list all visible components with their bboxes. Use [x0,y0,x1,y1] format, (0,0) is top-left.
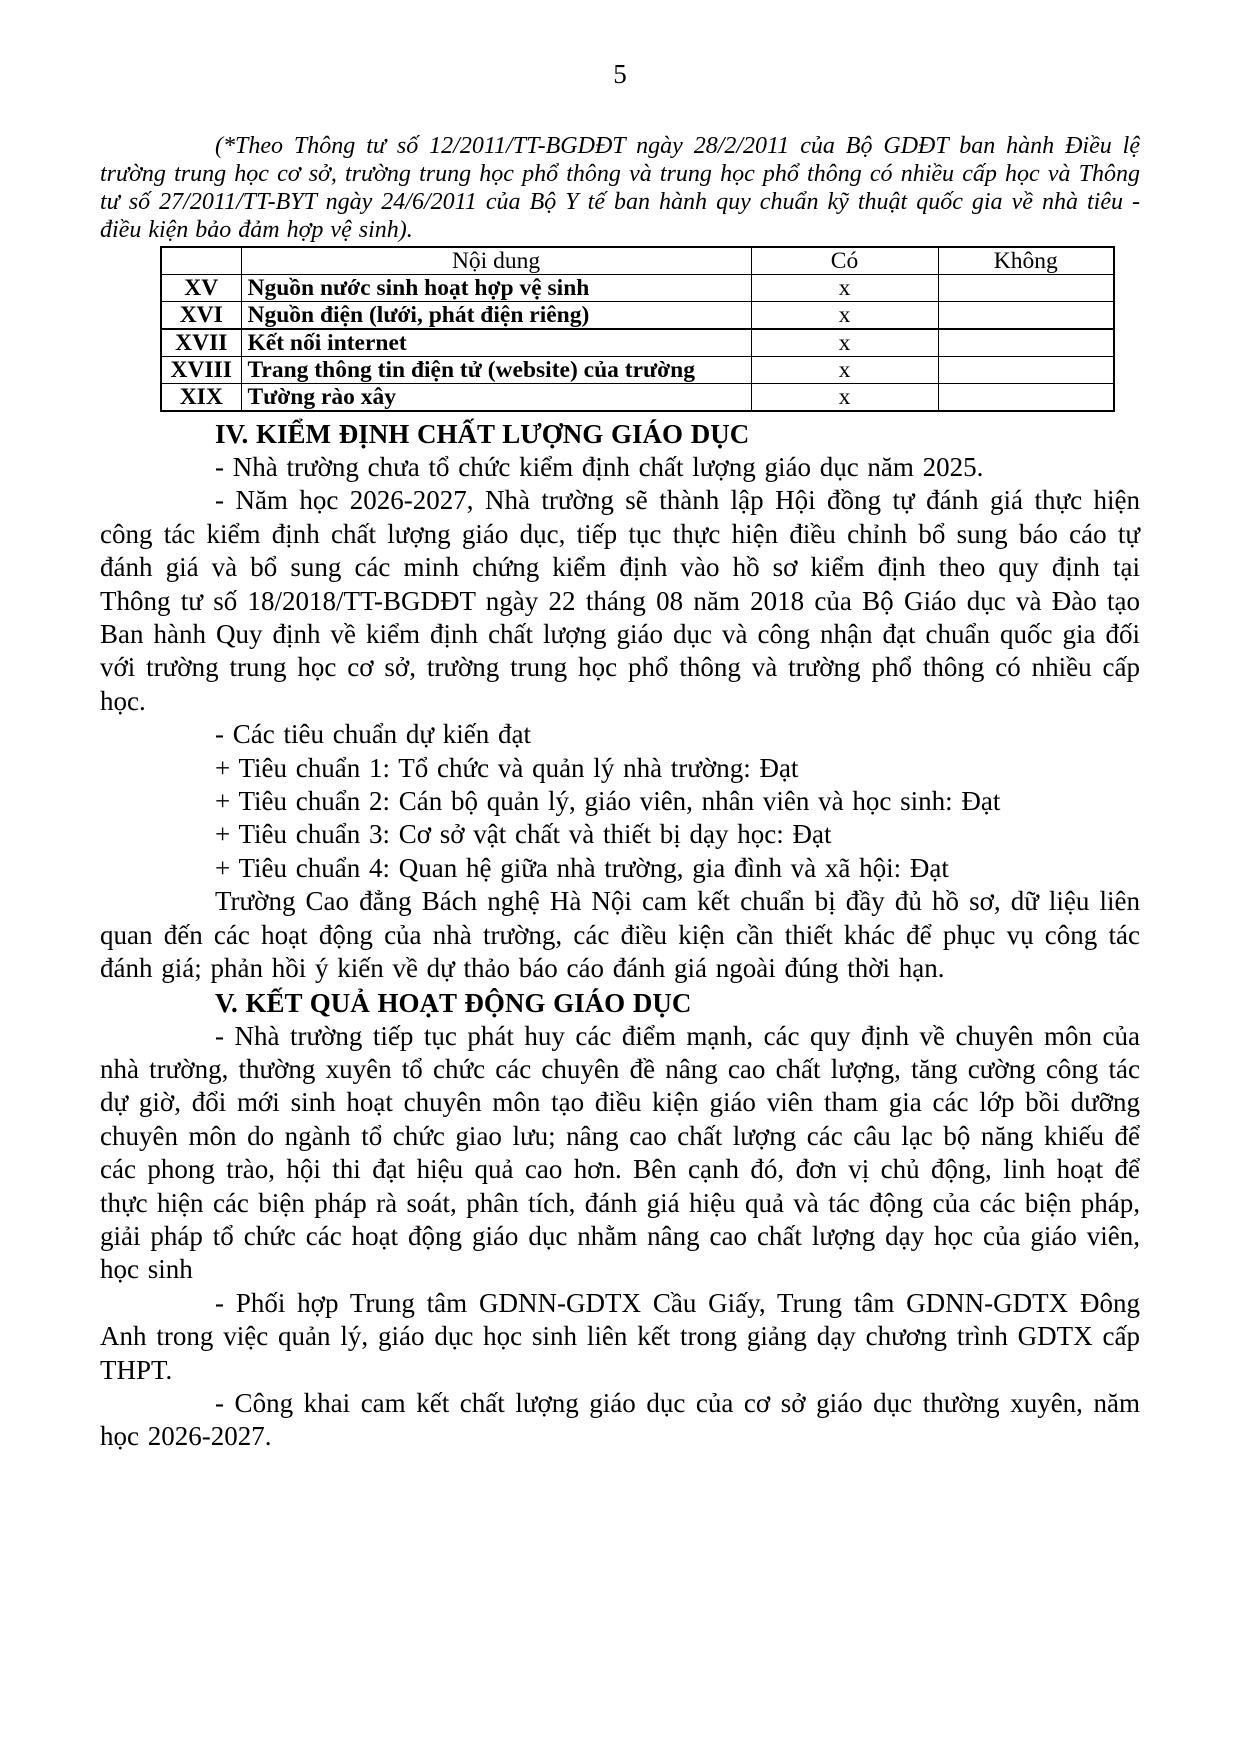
row-content: Trang thông tin điện tử (website) của trường [241,357,751,384]
col-header-content: Nội dung [241,247,751,275]
row-content: Kết nối internet [241,329,751,357]
paragraph: - Nhà trường tiếp tục phát huy các điểm mạnh, các quy định về chuyên môn của nhà trường, thường xuyên tổ chức các chuyên đề nâng cao chất lượng, tăng cường công tác dự giờ, đổi mới sinh hoạt chuyên môn tạo điều kiện giáo viên tham gia các lớp bồi dưỡng chuyên môn do ngành tổ chức giao lưu; nâng cao chất lượng các câu lạc bộ năng khiếu để các phong trào, hội thi đạt hiệu quả cao hơn. Bên cạnh đó, đơn vị chủ động, linh hoạt để thực hiện các biện pháp rà soát, phân tích, đánh giá hiệu quả và tác động của các biện pháp, giải pháp tổ chức các hoạt động giáo dục nhằm nâng cao chất lượng dạy học của giáo viên, học sinh [100,1020,1140,1285]
col-header-yes: Có [751,247,938,275]
row-yes-mark: x [751,384,938,412]
table-row [161,302,1114,330]
paragraph: + Tiêu chuẩn 1: Tổ chức và quản lý nhà trường: Đạt [215,752,799,783]
section-heading-accreditation: IV. KIỂM ĐỊNH CHẤT LƯỢNG GIÁO DỤC [215,419,750,449]
paragraph: - Năm học 2026-2027, Nhà trường sẽ thành lập Hội đồng tự đánh giá thực hiện công tác kiểm định chất lượng giáo dục, tiếp tục thực hiện điều chỉnh bổ sung báo cáo tự đánh giá và bổ sung các minh chứng kiểm định vào hồ sơ kiểm định theo quy định tại Thông tư số 18/2018/TT-BGDĐT ngày 22 tháng 08 năm 2018 của Bộ Giáo dục và Đào tạo Ban hành Quy định về kiểm định chất lượng giáo dục và công nhận đạt chuẩn quốc gia đối với trường trung học cơ sở, trường trung học phổ thông và trường phổ thông có nhiều cấp học. [100,485,1140,716]
row-no-mark [938,275,1114,302]
table-row [161,275,1114,302]
row-index: XVIII [161,357,241,384]
row-no-mark [938,302,1114,330]
table-row [161,384,1114,412]
page-number: 5 [613,59,627,89]
row-no-mark [938,384,1114,412]
paragraph: - Công khai cam kết chất lượng giáo dục của cơ sở giáo dục thường xuyên, năm học 2026-2027. [100,1387,1140,1452]
row-index: XIX [161,384,241,412]
paragraph: Trường Cao đẳng Bách nghệ Hà Nội cam kết chuẩn bị đầy đủ hồ sơ, dữ liệu liên quan đến các hoạt động của nhà trường, các điều kiện cần thiết khác để phục vụ công tác đánh giá; phản hồi ý kiến về dự thảo báo cáo đánh giá ngoài đúng thời hạn. [100,886,1140,984]
row-index: XV [161,275,241,302]
row-no-mark [938,357,1114,384]
col-header-no: Không [938,247,1114,275]
paragraph: + Tiêu chuẩn 3: Cơ sở vật chất và thiết bị dạy học: Đạt [215,819,832,850]
col-header-index [161,247,241,275]
row-yes-mark: x [751,357,938,384]
facilities-checklist-table [160,246,1115,412]
row-yes-mark: x [751,302,938,330]
legal-citation-note: (*Theo Thông tư số 12/2011/TT-BGDĐT ngày 28/2/2011 của Bộ GDĐT ban hành Điều lệ trường trung học cơ sở, trường trung học phổ thông và trung học phổ thông có nhiều cấp học và Thông tư số 27/2011/TT-BYT ngày 24/6/2011 của Bộ Y tế ban hành quy chuẩn kỹ thuật quốc gia về nhà tiêu - điều kiện bảo đảm hợp vệ sinh). [100,133,1140,243]
document-body [100,417,1140,1454]
row-yes-mark: x [751,329,938,357]
row-index: XVI [161,302,241,330]
paragraph: - Phối hợp Trung tâm GDNN-GDTX Cầu Giấy, Trung tâm GDNN-GDTX Đông Anh trong việc quản lý, giáo dục học sinh liên kết trong giảng dạy chương trình GDTX cấp THPT. [100,1287,1140,1385]
row-content: Nguồn điện (lưới, phát điện riêng) [241,302,751,330]
table-header-row [161,247,1114,275]
row-content: Tường rào xây [241,384,751,412]
section-heading-education-results: V. KẾT QUẢ HOẠT ĐỘNG GIÁO DỤC [215,987,692,1018]
paragraph: - Các tiêu chuẩn dự kiến đạt [215,719,532,750]
paragraph: + Tiêu chuẩn 4: Quan hệ giữa nhà trường, gia đình và xã hội: Đạt [215,852,949,883]
paragraph: + Tiêu chuẩn 2: Cán bộ quản lý, giáo viên, nhân viên và học sinh: Đạt [215,786,1001,817]
row-no-mark [938,329,1114,357]
row-content: Nguồn nước sinh hoạt hợp vệ sinh [241,275,751,302]
table-row [161,357,1114,384]
table-row [161,329,1114,357]
paragraph: - Nhà trường chưa tổ chức kiểm định chất lượng giáo dục năm 2025. [215,452,984,482]
row-index: XVII [161,329,241,357]
row-yes-mark: x [751,275,938,302]
